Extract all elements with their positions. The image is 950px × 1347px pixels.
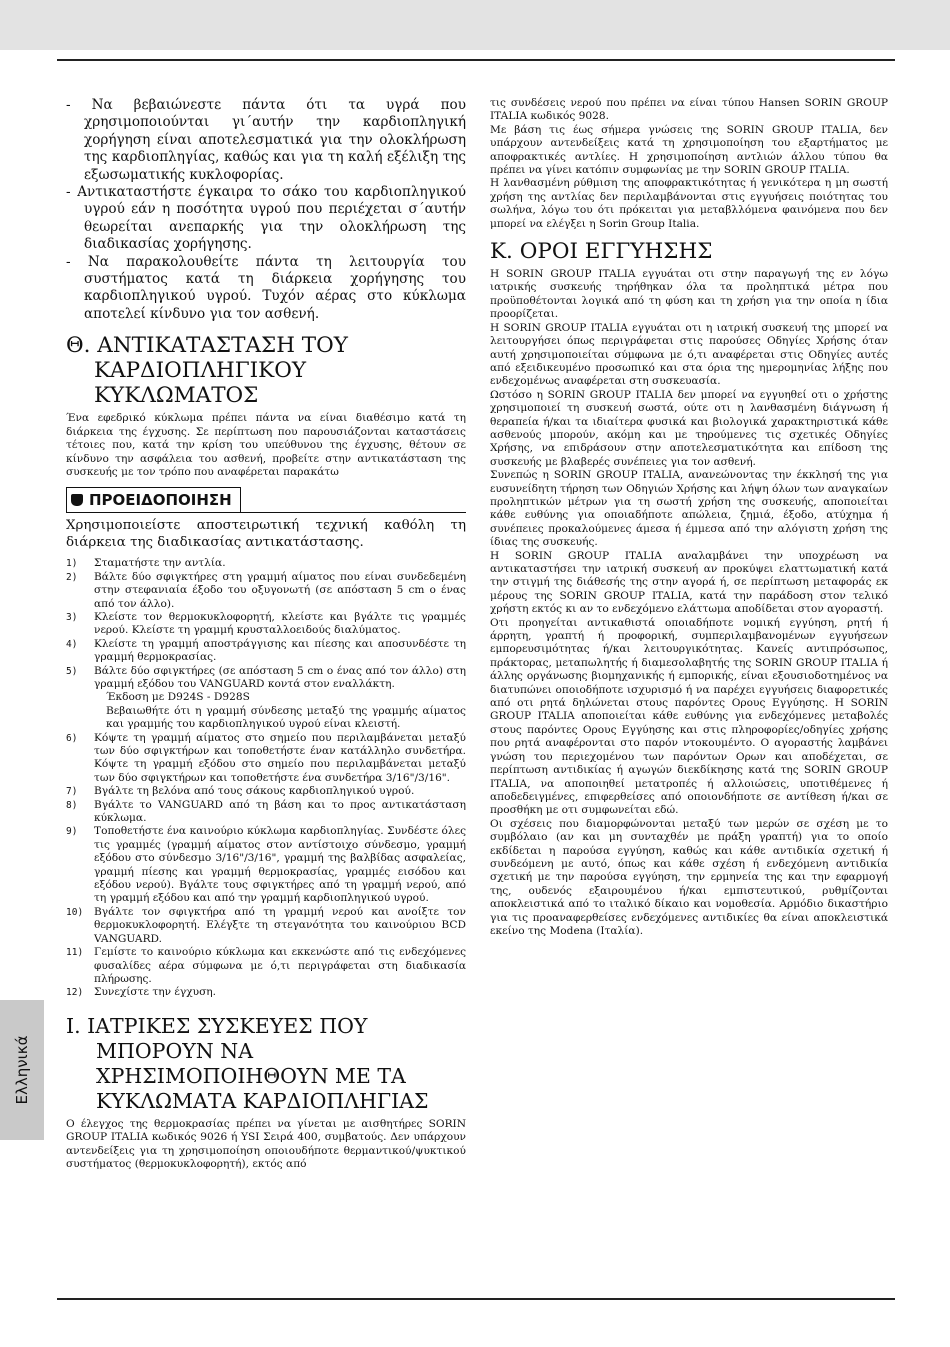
edition-note [66,691,466,731]
right-column [490,97,888,938]
bullet-item: - Να βεβαιώνεστε πάντα ότι τα υγρά που χρησιμοποιούνται γι΄αυτήν την καρδιοπληγική χορήγηση είναι αποτελεσματικά για την ολοκλήρωση της καρδιοπληγίας, καθώς και για τη καλή εξέλιξη της εξωσωματικής κυκλοφορίας. [66,97,466,183]
step-item: 5) Βάλτε δύο σφιγκτήρες (σε απόσταση 5 cm ο ένας από τον άλλο) στη γραμμή εξόδου του VANGUARD κοντά στον εναλλάκτη. [66,664,466,690]
language-side-tab [0,1000,44,1140]
language-label: Ελληνικά [13,1035,31,1105]
warning-label: ΠΡΟΕΙΔΟΠΟΙΗΣΗ [66,487,241,513]
iota-text-continued: τις συνδέσεις νερού που πρέπει να είναι τύπου Hansen SORIN GROUP ITALIA κωδικός 9028. [490,97,888,123]
section-iota-heading: Ι. ΙΑΤΡΙΚΕΣ ΣΥΣΚΕΥΕΣ ΠΟΥ ΜΠΟΡΟΥΝ ΝΑ ΧΡΗΣΙΜΟΠΟΙΗΘΟΥΝ ΜΕ ΤΑ ΚΥΚΛΩΜΑΤΑ ΚΑΡΔΙΟΠΛΗΓΙΑΣ [66,1013,429,1113]
bullet-item: - Να παρακολουθείτε πάντα τη λειτουργία του συστήματος κατά τη διάρκεια χορήγησης του καρδιοπληγικού υγρού. Τυχόν αέρας στο κύκλωμα αποτελεί κίνδυνο για τον ασθενή. [66,253,466,322]
left-column [66,97,466,1171]
replacement-steps-continued [66,732,466,1000]
step-item: 4) Κλείστε τη γραμμή αποστράγγισης και πίεσης και αποσυνδέστε τη γραμμή θερμοκρασίας. [66,637,466,664]
step-item: 7) Βγάλτε τη βελόνα από τους σάκους καρδιοπληγικού υγρού. [66,785,415,798]
section-theta-heading: Θ. ΑΝΤΙΚΑΤΑΣΤΑΣΗ ΤΟΥ ΚΑΡΔΙΟΠΛΗΓΙΚΟΥ ΚΥΚΛΩΜΑΤΟΣ [66,333,348,409]
step-item: 3) Κλείστε τον θερμοκυκλοφορητή, κλείστε και βγάλτε τις γραμμές νερού. Κλείστε τη γραμμή κρυσταλλοειδούς διαλύματος. [66,610,466,637]
warranty-paragraph: Η SORIN GROUP ITALIA εγγυάται οτι στην παραγωγή της εν λόγω ιατρικής συσκευής τηρήθηκαν όλα τα προληπτικά μέτρα που προϋποθέτονται λογικά από τη φύση και τη χρήση για την οποία η ίδια προορίζεται. [490,268,888,321]
iota-paragraph: Η λανθασμένη ρύθμιση της αποφρακτικότητας ή γενικότερα η μη σωστή χρήση της αντλίας δεν περιλαμβάνονται στις εγγυήσεις ποιότητας του σωλήνα, λόγω του ότι πρόκειται για μεταβλλόμενα φαινόμενα που δεν μπορεί να ελέγξει η Sorin Group Italia. [490,177,888,230]
warranty-paragraph: Η SORIN GROUP ITALIA αναλαμβάνει την υποχρέωση να αντικαταστήσει την ιατρική συσκευή αν προκύψει ελαττωματική κατά την στιγμή της διάθεσής της στην αγορά ή, σε περίπτωση μεταφοράς εκ μέρους της SORIN GROUP ITALIA, κατά την παράδοση στον τελικό χρήστη εκτός κι αν το ενδεχόμενο ελάττωμα αποδίδεται στον αγοραστή. [490,549,888,616]
step-item: 12) Συνεχίστε την έγχυση. [66,986,217,999]
edition-note-text: Βεβαιωθήτε ότι η γραμμή σύνδεσης μεταξύ της γραμμής αίματος και γραμμής του καρδιοπληγικού υγρού είναι κλειστή. [106,704,466,731]
step-item: 11) Γεμίστε το καινούριο κύκλωμα και εκκενώστε από τις ενδεχόμενες φυσαλίδες αέρα σύμφωνα με ό,τι περιγράφεται στη διαδικασία πλήρωσης. [66,946,466,985]
warranty-paragraph: Οτι προηγείται αντικαθιστά οποιαδήποτε νομική εγγύηση, ρητή ή άρρητη, γραπτή ή προφορική, συμπεριλαμβανομένων εγγυήσεων εμπορευσιμότητας ή/και λειτουργικότητας. Κανείς αντιπρόσωπος, πράκτορας, μεταπωλητής ή διαμεσολαβητής της SORIN GROUP ITALIA ή άλλης οργάνωσης βιομηχανικής ή εμπορικής, είναι εξουσιοδοτημένος να διατυπώνει οποιοδήποτε ισχυρισμό ή να παρέχει εγγυήσεις διαφορετικές από οτι ρητά δηλώνεται στους παρόντες Ορους Εγγύησης. Η SORIN GROUP ITALIA αποποιείται κάθε ευθύνης για ενδεχόμενες μεταβολές στους παρόντες Ορους Εγγύησης και στις πληροφορίες/οδηγίες χρήσης που ρητά αναφέρονται στο παρόν ντοκουμέντο. Ο αγοραστής λαμβάνει γνώση του περιεχομένου των παρόντων Ορων και αποδέχεται, σε περίπτωση αντιδικίας ή αγωγών διεκδίκησης κατά της SORIN GROUP ITALIA, να αποποιηθεί μετατροπές ή αλλοιώσεις, υποτιθέμενες ή αποδεδειγμένες, επιφερθείσες από οποιονδήποτε σε αντίθεση ή/και σε προσθήκη με οτι συμφωνείται εδώ. [490,616,888,817]
step-item: 10) Βγάλτε τον σφιγκτήρα από τη γραμμή νερού και ανοίξτε τον θερμοκυκλοφορητή. Ελέγξτε τη στεγανότητα του καινούριου BCD VANGUARD. [66,905,466,945]
header-bar [0,0,950,50]
hand-warning-icon [71,494,83,506]
iota-paragraph: Με βάση τις έως σήμερα γνώσεις της SORIN GROUP ITALIA, δεν υπάρχουν αντενδείξεις κατά τη χρησιμοποίηση του εξαρτήματος με αποφρακτικές αντλίες. Η χρησιμοποίηση αντλιών άλλου τύπου θα πρέπει να γίνει κατόπιν συμφωνίας με την SORIN GROUP ITALIA. [490,123,888,177]
replacement-steps [66,557,466,691]
warranty-paragraph: Ωστόσο η SORIN GROUP ITALIA δεν μπορεί να εγγυηθεί οτι ο χρήστης χρησιμοποιεί τη συσκευή σωστά, ούτε οτι η λανθασμένη διάγνωση ή θεραπεία ή/και τα ιδιαίτερα φυσικά και βιολογικά χαρακτηριστικά κάθε ασθενούς μπορούν, ακόμη και με τηρούμενες τις σχετικές Οδηγίες Χρήσης, να επιδράσουν στην αποτελεσματικότητα και επίδοση της συσκευής με βλαβερές συνέπειες για τον ασθενή. [490,388,888,468]
step-item: 6) Κόψτε τη γραμμή αίματος στο σημείο που περιλαμβάνεται μεταξύ των δύο σφιγκτήρων και τοποθετήστε έναν κατάλληλο συνδετήρα. Κόψτε τη γραμμή εξόδου στο σημείο που περιλαμβάνεται μεταξύ των δύο σφιγκτήρων και τοποθετήστε ένα συνδετήρα 3/16"/3/16". [66,731,466,784]
iota-text: Ο έλεγχος της θερμοκρασίας πρέπει να γίνεται με αισθητήρες SORIN GROUP ITALIA κωδικός 9026 ή YSI Σειρά 400, συμβατούς. Δεν υπάρχουν αντενδείξεις για τη χρησιμοποίηση οποιουδήποτε θερμαντικού/ψυκτικού συστήματος (θερμοκυκλοφορητή), εκτός από [66,1117,466,1170]
step-item: 9) Τοποθετήστε ένα καινούριο κύκλωμα καρδιοπληγίας. Συνδέστε όλες τις γραμμές (γραμμή αίματος στον αντίστοιχο σύνδεσμο, γραμμή εξόδου στο σύνδεσμο 3/16"/3/16", γραμμή της βαλβίδας ασφαλείας, γραμμή πίεσης και γραμμή θερμοκρασίας, γραμμές εισόδου και εξόδου νερού). Βγάλτε τους σφιγκτήρες από τη γραμμή νερού, από τη γραμμή εξόδου και από την γραμμή καρδιοπληγικού υγρού. [66,825,466,905]
warranty-paragraph: Συνεπώς η SORIN GROUP ITALIA, ανανεώνοντας την έκκλησή της για ευσυνείδητη τήρηση των Οδηγιών Χρήσης και λήψη όλων των αναγκαίων προληπτικών μέτρων για τη σωστή χρήση της συσκευής, αποποιείται κάθε ευθύνης για οποιαδήποτε απώλεια, ζημιά, έξοδο, ατύχημα ή συνέπειες προκαλούμενες άμεσα ή έμμεσα από την αλόγιστη χρήση της ίδιας της συσκευής. [490,469,888,549]
warranty-paragraph: Η SORIN GROUP ITALIA εγγυάται οτι η ιατρική συσκευή της μπορεί να λειτουργήσει όπως περιγράφεται στις παρούσες Οδηγίες Χρήσης όταν αυτή χρησιμοποιείται σύμφωνα με ό,τι αναφέρεται στις Οδηγίες αυτές από εξειδικευμένο προσωπικό και στα όρια της ημερομηνίας λήξης που ενδεχομένως αναφέρεται στη συσκευασία. [490,321,888,388]
step-item: 8) Βγάλτε το VANGUARD από τη βάση και το προς αντικατάσταση κύκλωμα. [66,798,466,825]
step-item: 1) Σταματήστε την αντλία. [66,557,226,570]
bullet-item: - Αντικαταστήστε έγκαιρα το σάκο του καρδιοπληγικού υγρού εάν η ποσότητα υγρού που περιέχεται σ΄αυτήν θεωρείται ανεπαρκής για την ολοκλήρωση της διαδικασίας χορήγησης. [66,184,466,253]
warning-text: Χρησιμοποιείστε αποστειρωτική τεχνική καθόλη τη διάρκεια της διαδικασίας αντικατάστασης. [66,518,466,551]
section-kappa-heading: Κ. ΟΡΟΙ ΕΓΓΥΗΣΗΣ [490,239,713,265]
warranty-paragraph: Οι σχέσεις που διαμορφώνονται μεταξύ των μερών σε σχέση με το συμβόλαιο (αν και μη συνταχθέν με πράξη γραπτή) για το οποίο εκδίδεται η παρούσα εγγύηση, καθώς και κάθε αντιδικία σχετική ή συνδεόμενη με αυτό, όπως και κάθε σχέση ή ενδεχόμενη αντιδικία σχετική με την παρούσα εγγύηση, την ερμηνεία της και την εφαρμογή της, ουδενός εξαιρουμένου ή/και εμπιστευτικού, ρυθμίζονται αποκλειστικά από το ιταλικό δίκαιο και νομοθεσία. Αρμόδιο δικαστήριο για τις προαναφερθείσες ενδεχόμενες αντιδικίες θα είναι αποκλειστικά εκείνο της Modena (Ιταλία). [490,817,888,937]
theta-intro: Ένα εφεδρικό κύκλωμα πρέπει πάντα να είναι διαθέσιμο κατά τη διάρκεια της έγχυσης. Σε περίπτωση που παρουσιάζονται καταστάσεις τέτοιες που, κατά την κρίση του υπεύθυνου της έγχυσης, θέτουν σε κίνδυνο την ασφάλεια του ασθενή, προβείτε στην αντικατάσταση της συσκευής με τον τρόπο που αναφέρεται παρακάτω [66,412,466,478]
footer-rule [57,1298,895,1300]
edition-label: Έκδοση με D924S - D928S [106,691,250,704]
step-item: 2) Βάλτε δύο σφιγκτήρες στη γραμμή αίματος που είναι συνδεδεμένη στην στεφανιαία έξοδο του οξυγονωτή (σε απόσταση 5 cm ο ένας από τον άλλο). [66,570,466,610]
header-rule [57,59,895,61]
